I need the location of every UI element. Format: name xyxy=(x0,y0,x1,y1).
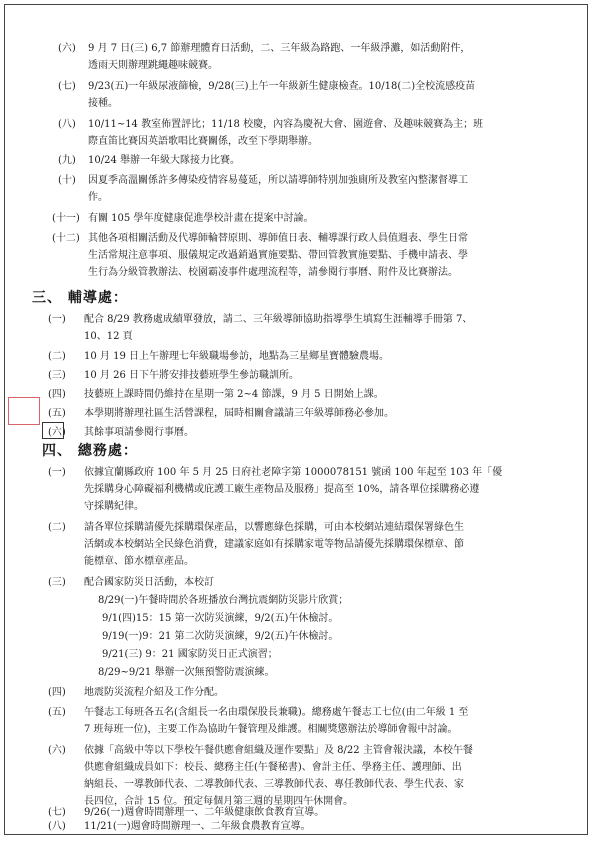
item-line: 技藝班上課時間仍維持在星期一第 2~4 節課，9 月 5 日開始上課。 xyxy=(84,389,384,400)
item-number: (六) xyxy=(58,43,76,54)
item-line: 作。 xyxy=(88,192,108,203)
item-number: (四) xyxy=(48,389,66,400)
item-line: 有關 105 學年度健康促進學校計畫在提案中討論。 xyxy=(88,213,314,224)
item-line: 先採購身心障礙福利機構或庇護工廠生產物品及服務」提高至 10%，請各單位採購務必遵 xyxy=(84,484,480,495)
item-number: (二) xyxy=(48,351,66,362)
item-number: (七) xyxy=(48,807,66,818)
item-line: 7 班每班一位)，主要工作為協助午餐管理及維護。相關獎懲辦法於導師會報中討論。 xyxy=(84,724,458,735)
item-number: (十) xyxy=(58,175,76,186)
item-number: (十二) xyxy=(52,233,80,244)
item-line: 8/29~9/21 舉辦一次無預警防震演練。 xyxy=(98,667,275,678)
item-line: 生行為分級管教辦法、校園霸凌事件處理流程等，請參閱行事曆、附件及比賽辦法。 xyxy=(88,267,458,278)
item-number: (十一) xyxy=(52,213,80,224)
item-line: 納組長、一導教師代表、二導教師代表、三導教師代表、專任教師代表、學生代表、家 xyxy=(84,779,464,790)
item-line: 依據「高級中等以下學校午餐供應會組織及運作要點」及 8/22 主管會報決議，本校午餐 xyxy=(84,745,473,756)
item-number: (三) xyxy=(48,577,66,588)
item-line: 活網或本校網站全民綠色消費，建議家庭如有採購家電等物品請優先採購環保標章、節 xyxy=(84,539,464,550)
item-line: 長四位，合計 15 位。預定每個月第三週的星期四午休開會。 xyxy=(84,796,354,807)
item-line: 其餘事項請參閱行事曆。 xyxy=(84,427,194,438)
item-number: (八) xyxy=(58,119,76,130)
item-line: 本學期將辦理社區生活營課程，屆時相關會議請三年級導師務必參加。 xyxy=(84,408,394,419)
item-line: 10 月 26 日下午將安排技藝班學生參訪職訓所。 xyxy=(84,370,299,381)
item-line: 10/24 舉辦一年級大隊接力比賽。 xyxy=(88,155,240,166)
heading-box-mark xyxy=(42,422,64,439)
item-line: 9 月 7 日(三) 6,7 節辦理體育日活動，二、三年級為路跑、一年級淨灘，如活動附件， xyxy=(88,43,471,54)
item-line: 9/23(五)一年級尿液篩檢，9/28(三)上午一年級新生健康檢查。10/18(二)全校流感疫苗 xyxy=(88,81,476,92)
item-line: 守採購紀律。 xyxy=(84,501,144,512)
seal-stamp xyxy=(8,397,40,425)
item-line: 因夏季高溫關係許多傳染疫情容易蔓延，所以請導師特別加強廁所及教室內整潔督導工 xyxy=(88,175,468,186)
item-number: (二) xyxy=(48,522,66,533)
item-line: 透雨天則辦理跳繩趣味競賽。 xyxy=(88,60,218,71)
item-line: 供應會組織成員如下：校長、總務主任(午餐秘書)、會計主任、學務主任、護理師、出 xyxy=(84,762,462,773)
item-number: (三) xyxy=(48,370,66,381)
item-line: 請各單位採購請優先採購環保產品，以響應綠色採購，可由本校網站連結環保署綠色生 xyxy=(84,522,464,533)
item-line: 其他各項相關活動及代導師輪替原則、導師值日表、輔導課行政人員值週表、學生日常 xyxy=(88,233,468,244)
item-line: 午餐志工每班各五名(含組長一名由環保股長兼職)。總務處午餐志工七位(由二年級 1 至 xyxy=(84,707,469,718)
item-number: (六) xyxy=(48,427,66,438)
item-number: (九) xyxy=(58,155,76,166)
item-line: 依據宜蘭縣政府 100 年 5 月 25 日府社老障字第 1000078151 號函 100 年起至 103 年「優 xyxy=(84,467,503,478)
item-line: 際直笛比賽因英語歌唱比賽關係，改至下學期舉辦。 xyxy=(88,136,318,147)
section-heading-guidance: 三、 輔導處： xyxy=(32,290,128,306)
item-line: 10/11~14 教室佈置評比；11/18 校慶，內容為慶祝大會、園遊會、及趣味競賽為主；班 xyxy=(88,119,484,130)
item-number: (五) xyxy=(48,707,66,718)
item-number: (五) xyxy=(48,408,66,419)
item-number: (七) xyxy=(58,81,76,92)
item-line: 能標章、節水標章產品。 xyxy=(84,556,194,567)
item-number: (六) xyxy=(48,745,66,756)
item-line: 生活常規注意事項、服儀規定改過銷過實施要點、帶回管教實施要點、手機申請表、學 xyxy=(88,250,468,261)
section-heading-general-affairs: 四、 總務處： xyxy=(42,443,138,459)
item-line: 9/21(三) 9：21 國家防災日正式演習； xyxy=(102,649,278,660)
item-line: 11/21(一)週會時間辦理一、二年級食農教育宣導。 xyxy=(84,821,311,832)
item-number: (一) xyxy=(48,467,66,478)
item-line: 9/19(一)9：21 第二次防災演練，9/2(五)午休檢討。 xyxy=(102,631,339,642)
item-number: (一) xyxy=(48,314,66,325)
item-line: 配合 8/29 教務處成績單發放，請二、三年級導師協助指導學生填寫生涯輔導手冊第 7、 xyxy=(84,314,473,325)
item-line: 配合國家防災日活動，本校訂 xyxy=(84,577,214,588)
item-line: 地震防災流程介紹及工作分配。 xyxy=(84,687,224,698)
item-line: 10、12 頁 xyxy=(84,331,133,342)
item-number: (四) xyxy=(48,687,66,698)
item-number: (八) xyxy=(48,821,66,832)
item-line: 10 月 19 日上午辦理七年級職場參訪，地點為三星鄉星寶體驗農場。 xyxy=(84,351,389,362)
item-line: 9/26(一)週會時間辦理一、二年級健康飲食教育宣導。 xyxy=(84,807,325,818)
item-line: 8/29(一)午餐時間於各班播放台灣抗震網防災影片欣賞； xyxy=(98,595,349,606)
item-line: 接種。 xyxy=(88,98,118,109)
item-line: 9/1(四)15：15 第一次防災演練，9/2(五)午休檢討。 xyxy=(102,613,339,624)
